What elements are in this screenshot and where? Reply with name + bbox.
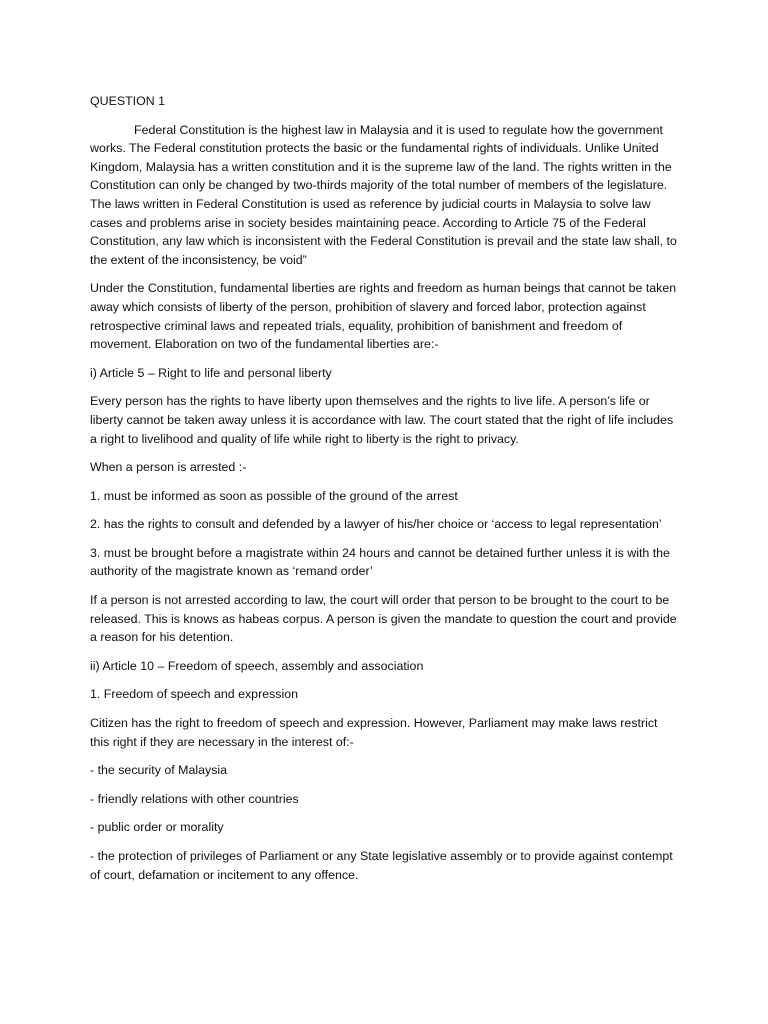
arrest-item-3: 3. must be brought before a magistrate within 24 hours and cannot be detained further unless it is with the authority of the magistrate known as ‘remand order’ (90, 545, 670, 579)
article-5-heading: i) Article 5 – Right to life and personal liberty (90, 365, 332, 380)
restriction-item-2: - friendly relations with other countries (90, 791, 299, 806)
habeas-corpus-paragraph: If a person is not arrested according to law, the court will order that person to be brought to the court to be released. This is knows as habeas corpus. A person is given the mandate to question the court and provide a reason for his detention. (90, 593, 677, 645)
document-heading: QUESTION 1 (90, 94, 166, 108)
intro-paragraph: Federal Constitution is the highest law in Malaysia and it is used to regulate how the government works. The Federal constitution protects the basic or the fundamental rights of individuals. Unlike United Kingdom, Malaysia has a written constitution and it is the supreme law of the land. The rights written in the Constitution can only be changed by two-thirds majority of the total number of members of the legislature. The laws written in Federal Constitution is used as reference by judicial courts in Malaysia to solve law cases and problems arise in society besides maintaining peace. According to Article 75 of the Federal Constitution, any law which is inconsistent with the Federal Constitution is prevail and the state law shall, to the extent of the inconsistency, be void” (90, 122, 677, 267)
restriction-item-3: - public order or morality (90, 820, 224, 835)
restriction-item-1: - the security of Malaysia (90, 763, 228, 778)
freedom-speech-paragraph: Citizen has the right to freedom of speech and expression. However, Parliament may make laws restrict this right if they are necessary in the interest of:- (90, 716, 658, 749)
arrest-intro: When a person is arrested :- (90, 460, 247, 475)
document-page (90, 92, 680, 894)
article-5-paragraph: Every person has the rights to have liberty upon themselves and the rights to live life. A person’s life or liberty cannot be taken away unless it is accordance with law. The court stated that the right of life includes a right to livelihood and quality of life while right to liberty is the right to privacy. (90, 394, 674, 446)
fundamental-liberties-paragraph: Under the Constitution, fundamental liberties are rights and freedom as human beings that cannot be taken away which consists of liberty of the person, prohibition of slavery and forced labor, protection against retrospective criminal laws and repeated trials, equality, prohibition of banishment and freedom of movement. Elaboration on two of the fundamental liberties are:- (90, 281, 677, 352)
arrest-item-1: 1. must be informed as soon as possible of the ground of the arrest (90, 488, 458, 503)
arrest-item-2: 2. has the rights to consult and defended by a lawyer of his/her choice or ‘access to legal representation’ (90, 517, 662, 532)
article-10-heading: ii) Article 10 – Freedom of speech, assembly and association (90, 658, 424, 673)
restriction-item-4: - the protection of privileges of Parliament or any State legislative assembly or to provide against contempt of court, defamation or incitement to any offence. (90, 849, 673, 882)
freedom-speech-heading: 1. Freedom of speech and expression (90, 687, 299, 702)
